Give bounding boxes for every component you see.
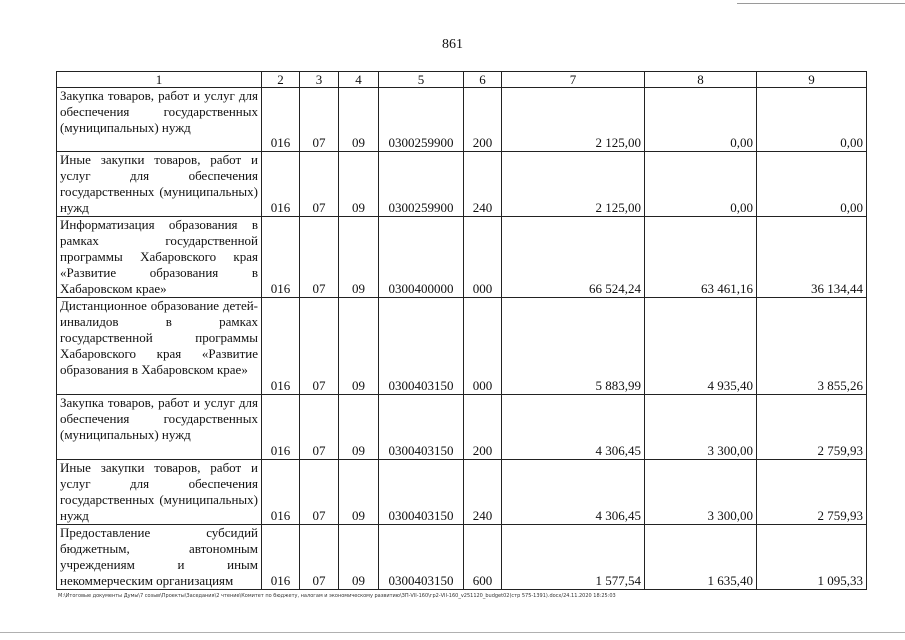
cell-expense-type: 600 <box>464 525 502 590</box>
cell-amount-col9: 2 759,93 <box>757 395 867 460</box>
table-row <box>57 525 867 590</box>
cell-ministry-code: 016 <box>262 88 300 152</box>
cell-ministry-code: 016 <box>262 217 300 298</box>
cell-expense-type: 240 <box>464 152 502 217</box>
cell-target-article: 0300403150 <box>379 298 464 395</box>
cell-amount-col8: 3 300,00 <box>645 460 757 525</box>
cell-target-article: 0300403150 <box>379 395 464 460</box>
column-header: 6 <box>464 72 502 88</box>
row-name: Иные закупки товаров, работ и услуг для обеспечения государственных (муниципальных) нужд <box>57 460 262 525</box>
row-name: Закупка товаров, работ и услуг для обеспечения государственных (муниципальных) нужд <box>57 395 262 460</box>
cell-expense-type: 000 <box>464 298 502 395</box>
page-number: 861 <box>442 37 463 52</box>
row-name: Иные закупки товаров, работ и услуг для обеспечения государственных (муниципальных) нужд <box>57 152 262 217</box>
cell-section: 07 <box>300 152 339 217</box>
cell-amount-col9: 3 855,26 <box>757 298 867 395</box>
cell-amount-col7: 2 125,00 <box>502 88 645 152</box>
cell-amount-col8: 0,00 <box>645 152 757 217</box>
cell-amount-col7: 5 883,99 <box>502 298 645 395</box>
cell-amount-col7: 4 306,45 <box>502 395 645 460</box>
cell-subsection: 09 <box>339 217 379 298</box>
cell-expense-type: 200 <box>464 88 502 152</box>
cell-ministry-code: 016 <box>262 152 300 217</box>
cell-amount-col9: 0,00 <box>757 88 867 152</box>
cell-expense-type: 000 <box>464 217 502 298</box>
cell-subsection: 09 <box>339 460 379 525</box>
cell-section: 07 <box>300 217 339 298</box>
cell-ministry-code: 016 <box>262 460 300 525</box>
cell-amount-col9: 2 759,93 <box>757 460 867 525</box>
table-row <box>57 298 867 395</box>
cell-target-article: 0300400000 <box>379 217 464 298</box>
cell-target-article: 0300259900 <box>379 88 464 152</box>
column-header: 7 <box>502 72 645 88</box>
row-name: Информатизация образования в рамках государственной программы Хабаровского края «Развитие образования в Хабаровском крае» <box>57 217 262 298</box>
cell-subsection: 09 <box>339 152 379 217</box>
cell-target-article: 0300403150 <box>379 525 464 590</box>
cell-section: 07 <box>300 395 339 460</box>
top-rule <box>737 3 905 4</box>
cell-amount-col8: 0,00 <box>645 88 757 152</box>
table-row <box>57 88 867 152</box>
table-header-row <box>57 72 867 88</box>
column-header: 5 <box>379 72 464 88</box>
cell-expense-type: 240 <box>464 460 502 525</box>
cell-amount-col7: 1 577,54 <box>502 525 645 590</box>
cell-amount-col8: 4 935,40 <box>645 298 757 395</box>
column-header: 9 <box>757 72 867 88</box>
cell-amount-col8: 63 461,16 <box>645 217 757 298</box>
table-row <box>57 152 867 217</box>
cell-subsection: 09 <box>339 395 379 460</box>
cell-subsection: 09 <box>339 298 379 395</box>
table-row <box>57 395 867 460</box>
budget-table <box>56 71 867 590</box>
cell-ministry-code: 016 <box>262 525 300 590</box>
cell-section: 07 <box>300 88 339 152</box>
column-header: 4 <box>339 72 379 88</box>
row-name: Предоставление субсидий бюджетным, автономным учреждениям и иным некоммерческим организациям <box>57 525 262 590</box>
column-header: 2 <box>262 72 300 88</box>
table-row <box>57 217 867 298</box>
cell-amount-col7: 66 524,24 <box>502 217 645 298</box>
row-name: Дистанционное образование детей-инвалидов в рамках государственной программы Хабаровского края «Развитие образования в Хабаровском крае» <box>57 298 262 395</box>
column-header: 8 <box>645 72 757 88</box>
cell-section: 07 <box>300 525 339 590</box>
cell-amount-col7: 2 125,00 <box>502 152 645 217</box>
cell-subsection: 09 <box>339 88 379 152</box>
cell-expense-type: 200 <box>464 395 502 460</box>
cell-amount-col9: 0,00 <box>757 152 867 217</box>
cell-amount-col8: 1 635,40 <box>645 525 757 590</box>
cell-amount-col7: 4 306,45 <box>502 460 645 525</box>
cell-amount-col9: 36 134,44 <box>757 217 867 298</box>
cell-subsection: 09 <box>339 525 379 590</box>
cell-ministry-code: 016 <box>262 298 300 395</box>
row-name: Закупка товаров, работ и услуг для обеспечения государственных (муниципальных) нужд <box>57 88 262 152</box>
column-header: 3 <box>300 72 339 88</box>
cell-section: 07 <box>300 298 339 395</box>
cell-section: 07 <box>300 460 339 525</box>
cell-ministry-code: 016 <box>262 395 300 460</box>
cell-target-article: 0300259900 <box>379 152 464 217</box>
cell-amount-col9: 1 095,33 <box>757 525 867 590</box>
cell-amount-col8: 3 300,00 <box>645 395 757 460</box>
cell-target-article: 0300403150 <box>379 460 464 525</box>
column-header: 1 <box>57 72 262 88</box>
bottom-rule <box>0 632 905 633</box>
document-file-path: M:\Итоговые документы Думы\7 созыв\Проекты\Заседания\2 чтение\Комитет по бюджету, налогам и экономическому развитию\ЗП-VII-160\гр2-VII-160_v251120_budget02(стр 575-1391).docx/24.11.2020 18:25:03 <box>58 593 616 599</box>
table-row <box>57 460 867 525</box>
